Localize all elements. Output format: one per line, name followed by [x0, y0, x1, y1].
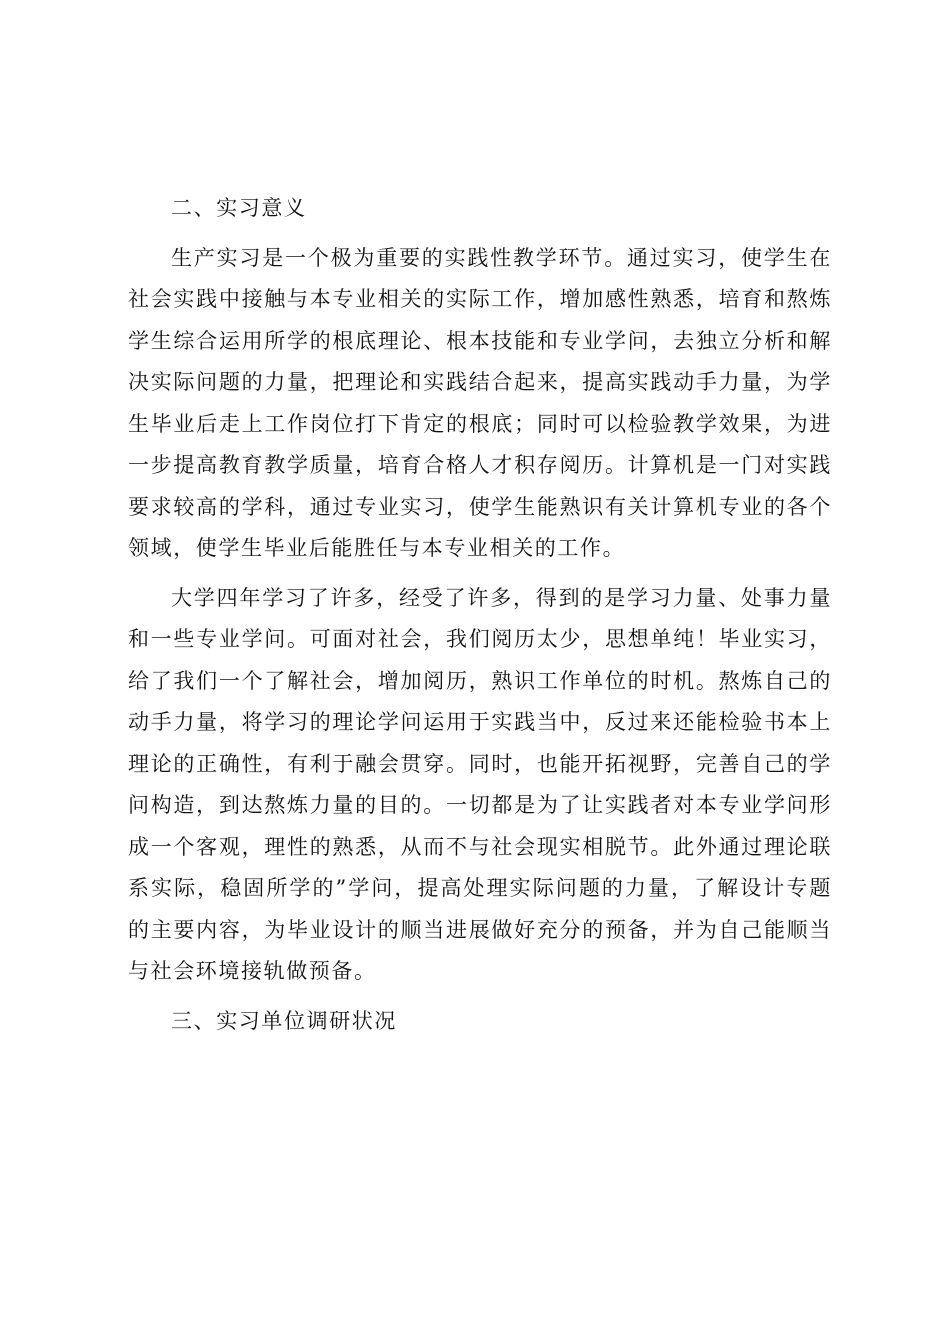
paragraph-internship-importance: 生产实习是一个极为重要的实践性教学环节。通过实习，使学生在社会实践中接触与本专业相关的实际工作，增加感性熟悉，培育和熬炼学生综合运用所学的根底理论、根本技能和专业学问，去独立分析和解决实际问题的力量，把理论和实践结合起来，提高实践动手力量，为学生毕业后走上工作岗位打下肯定的根底；同时可以检验教学效果，为进一步提高教育教学质量，培育合格人才积存阅历。计算机是一门对实践要求较高的学科，通过专业实习，使学生能熟识有关计算机专业的各个领域，使学生毕业后能胜任与本专业相关的工作。 [128, 245, 832, 560]
section-heading-meaning: 二、实习意义 [171, 196, 307, 220]
document-body [128, 188, 832, 1050]
paragraph-university-experience: 大学四年学习了许多，经受了许多，得到的是学习力量、处事力量和一些专业学问。可面对社会，我们阅历太少，思想单纯！毕业实习，给了我们一个了解社会，增加阅历，熟识工作单位的时机。熬炼自己的动手力量，将学习的理论学问运用于实践当中，反过来还能检验书本上理论的正确性，有利于融会贯穿。同时，也能开拓视野，完善自己的学问构造，到达熬炼力量的目的。一切都是为了让实践者对本专业学问形成一个客观，理性的熟悉，从而不与社会现实相脱节。此外通过理论联系实际，稳固所学的”学问，提高处理实际问题的力量，了解设计专题的主要内容，为毕业设计的顺当进展做好充分的预备，并为自己能顺当与社会环境接轨做预备。 [128, 585, 832, 983]
section-heading-unit-research: 三、实习单位调研状况 [171, 1008, 397, 1033]
